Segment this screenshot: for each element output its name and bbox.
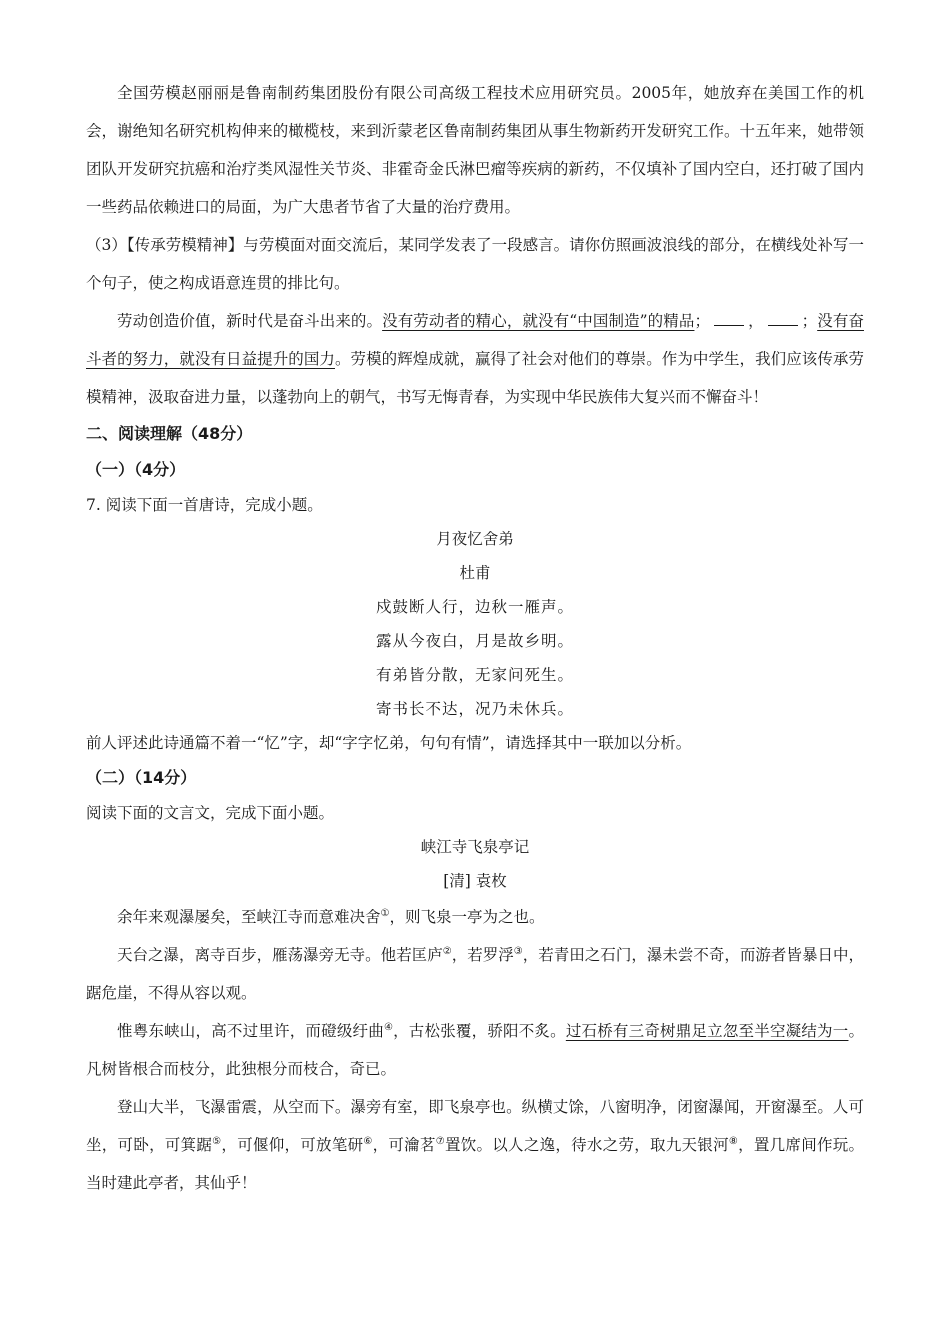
poem-author: 杜甫 (459, 564, 491, 582)
part-1-title: （一）（4分） (86, 460, 186, 479)
essay-text: ，古松张覆，骄阳不炙。 (393, 1022, 566, 1040)
section-2-title: 二、阅读理解（48分） (86, 424, 253, 443)
footnote-marker: ① (380, 907, 390, 919)
poem-line: 寄书长不达，况乃未休兵。 (375, 700, 574, 718)
essay-text: 余年来观瀑屡矣，至峡江寺而意难决舍 (117, 908, 381, 926)
part-2-instruction: 阅读下面的文言文，完成下面小题。 (86, 804, 335, 822)
essay-text: 天台之瀑，离寺百步，雁荡瀑旁无寺。他若匡庐 (117, 946, 443, 964)
part-2-title: （二）（14分） (86, 768, 197, 787)
footnote-marker: ⑦ (435, 1135, 445, 1147)
essay-text: ，若罗浮 (451, 946, 514, 964)
poem-line: 有弟皆分散，无家问死生。 (375, 666, 574, 684)
essay-author: [清] 袁枚 (443, 872, 507, 890)
essay-text: 惟粤东峡山，高不过里许，而磴级纡曲 (117, 1022, 384, 1040)
essay-text: 置饮。以人之逸，待水之劳，取九天银河 (444, 1136, 729, 1154)
q3-blank-1[interactable] (714, 311, 744, 326)
q3-blank-2[interactable] (768, 311, 798, 326)
essay-title: 峡江寺飞泉亭记 (420, 838, 530, 856)
q3-lead: 劳动创造价值，新时代是奋斗出来的。 (117, 312, 383, 330)
essay-text: ，置几席间作玩。当时建此亭者，其仙乎！ (86, 1136, 865, 1192)
essay-text: 登山大半，飞瀑雷震，从空而下。瀑旁有室，即飞泉亭也。纵横丈馀，八窗明净，闭窗瀑闻，开窗瀑至。人可坐，可卧，可箕踞 (86, 1098, 864, 1154)
essay-text: ，可瀹茗 (372, 1136, 436, 1154)
poem-task: 前人评述此诗通篇不着一“忆”字，却“字字忆弟，句句有情”，请选择其中一联加以分析。 (86, 734, 692, 752)
q3-sep-2: ； (801, 312, 818, 330)
essay-text: ，若青田之石门，瀑未尝不奇，而游者皆暴日中，踞危崖，不得从容以观。 (86, 946, 864, 1002)
footnote-marker: ⑤ (212, 1135, 222, 1147)
footnote-marker: ⑥ (363, 1135, 373, 1147)
essay-paragraph-1 (86, 898, 864, 936)
essay-paragraph-2 (86, 936, 864, 1012)
q3-wavy-sentence-2: 没有奋斗者的努力，就没有日益提升的国力 (86, 312, 864, 368)
essay-text: ，则飞泉一亭为之也。 (389, 908, 545, 926)
poem-title: 月夜忆舍弟 (436, 530, 514, 548)
underlined-sentence: 过石桥有三奇树鼎足立忽至半空凝结为一 (565, 1022, 849, 1040)
intro-paragraph: 全国劳模赵丽丽是鲁南制药集团股份有限公司高级工程技术应用研究员。2005年，她放弃在美国工作的机会，谢绝知名研究机构伸来的橄榄枝，来到沂蒙老区鲁南制药集团从事生物新药开发研究工作。十五年来，她带领团队开发研究抗癌和治疗类风湿性关节炎、非霍奇金氏淋巴瘤等疾病的新药，不仅填补了国内空白，还打破了国内一些药品依赖进口的局面，为广大患者节省了大量的治疗费用。 (86, 84, 864, 216)
q3-rest: 。劳模的辉煌成就，赢得了社会对他们的尊崇。作为中学生，我们应该传承劳模精神，汲取奋进力量，以蓬勃向上的朝气，书写无悔青春，为实现中华民族伟大复兴而不懈奋斗！ (86, 350, 864, 406)
q3-sep-1: ； (694, 312, 710, 330)
essay-paragraph-3 (86, 1012, 864, 1088)
question-7: 7. 阅读下面一首唐诗，完成小题。 (86, 496, 323, 514)
footnote-marker: ⑧ (728, 1135, 739, 1147)
essay-text: 。凡树皆根合而枝分，此独根分而枝合，奇已。 (86, 1022, 864, 1078)
poem-line: 露从今夜白，月是故乡明。 (375, 632, 574, 650)
footnote-marker: ② (442, 945, 452, 957)
q3-prompt: （3）【传承劳模精神】与劳模面对面交流后，某同学发表了一段感言。请你仿照画波浪线的部分，在横线处补写一个句子，使之构成语意连贯的排比句。 (86, 236, 864, 292)
poem-line: 戍鼓断人行，边秋一雁声。 (375, 598, 574, 616)
essay-paragraph-4 (86, 1088, 864, 1202)
q3-comma: ， (747, 312, 764, 330)
footnote-marker: ④ (383, 1021, 394, 1033)
footnote-marker: ③ (513, 945, 523, 957)
q3-passage (86, 302, 864, 416)
essay-text: ，可偃仰，可放笔研 (221, 1136, 364, 1154)
q3-wavy-sentence-1: 没有劳动者的精心，就没有“中国制造”的精品 (382, 312, 695, 330)
exam-page (86, 74, 864, 1202)
